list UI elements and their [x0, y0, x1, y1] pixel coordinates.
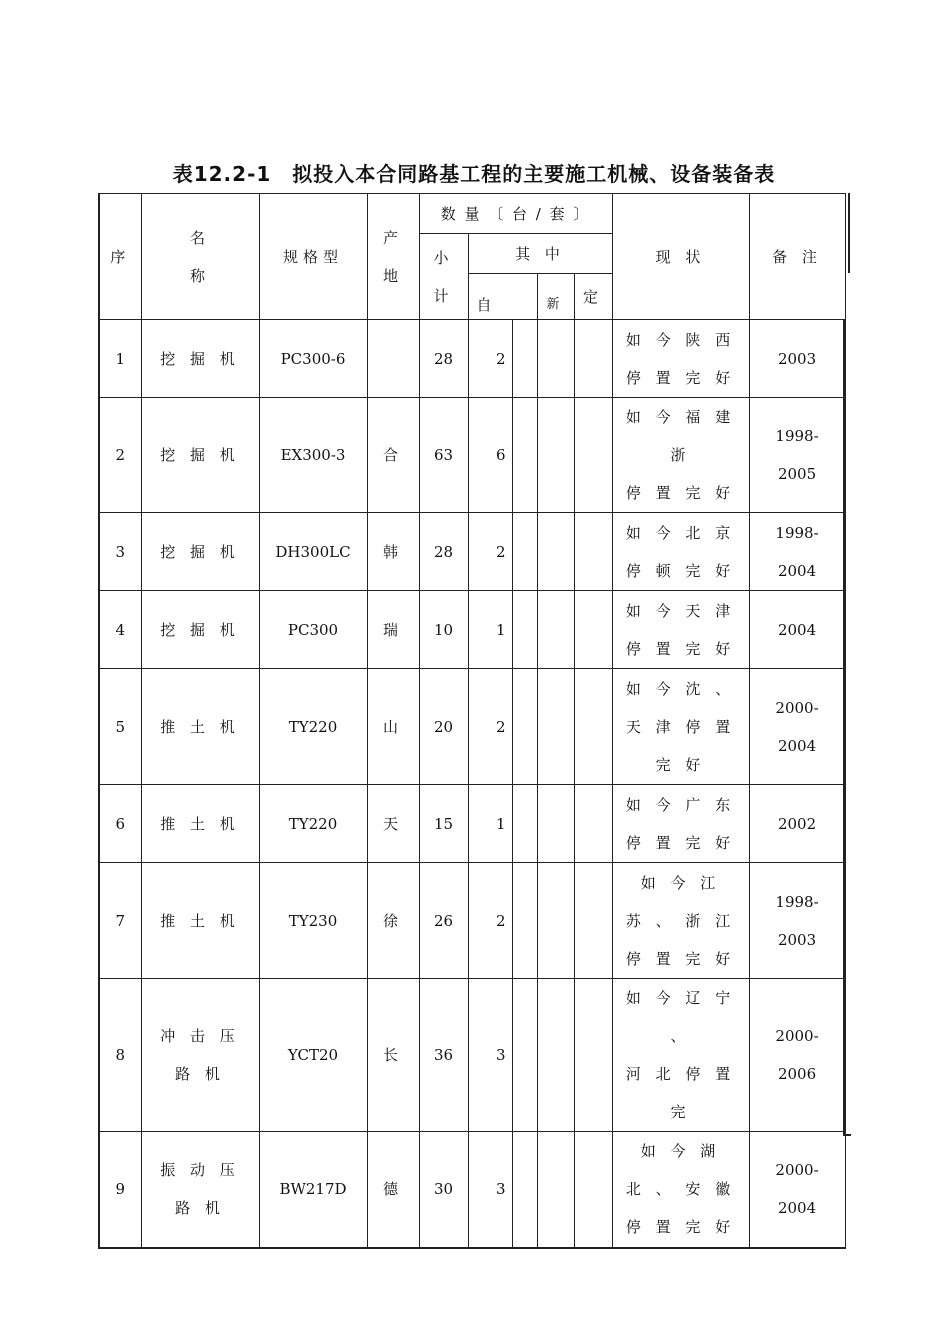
cell-remark-line: 2004: [777, 736, 817, 755]
cell-subtotal-line: 26: [433, 911, 454, 930]
cell-new: [537, 398, 574, 513]
cell-status-line: 如 今 陕 西: [625, 330, 736, 349]
header-name: [141, 194, 259, 320]
cell-remark-line: 1998-: [775, 523, 819, 542]
cell-subtotal: [419, 1132, 468, 1248]
cell-subtotal-line: 36: [433, 1046, 454, 1064]
cell-own: [468, 591, 512, 669]
cell-status: [612, 591, 749, 669]
cell-name-line: 振 动 压: [160, 1161, 240, 1180]
cell-name-line: 推 土 机: [160, 814, 240, 833]
cell-status: [612, 785, 749, 863]
cell-new: [537, 320, 574, 398]
cell-remark-line: 2003: [777, 349, 817, 368]
cell-fixed: [574, 320, 612, 398]
cell-fixed: [574, 398, 612, 513]
header-among: 其 中: [468, 234, 612, 274]
cell-remark-line: 2006: [777, 1065, 817, 1083]
cell-own-line: 3: [495, 1180, 506, 1199]
cell-new: [537, 513, 574, 591]
cell-status-line: 停 置 完 好: [625, 949, 736, 968]
cell-seq: [99, 785, 141, 863]
cell-spec-line: BW217D: [279, 1180, 347, 1199]
cell-seq: [99, 863, 141, 979]
cell-fixed: [574, 669, 612, 785]
cell-remark: [749, 863, 845, 979]
cell-origin-line: 合: [382, 446, 403, 464]
cell-name: [141, 979, 259, 1132]
cell-spec-line: EX300-3: [280, 446, 346, 464]
cell-name-line: 路 机: [175, 1199, 225, 1218]
cell-subtotal: [419, 669, 468, 785]
cell-name-line: 挖 掘 机: [160, 542, 240, 561]
cell-seq: [99, 513, 141, 591]
cell-fixed: [574, 513, 612, 591]
cell-subtotal: [419, 979, 468, 1132]
cell-new: [537, 863, 574, 979]
cell-own-b: [512, 1132, 537, 1248]
cell-seq: [99, 320, 141, 398]
table-right-border: [843, 320, 845, 1135]
cell-status: [612, 513, 749, 591]
cell-spec-line: TY230: [288, 911, 338, 930]
cell-status-line: 北 、 安 徽: [625, 1180, 736, 1199]
cell-status-line: 停 置 完 好: [625, 484, 736, 502]
cell-origin: [367, 669, 419, 785]
cell-status-line: 停 置 完 好: [625, 833, 736, 852]
cell-status-line: 如 今 广 东: [625, 795, 736, 814]
cell-status: [612, 320, 749, 398]
cell-own-line: 2: [495, 542, 506, 561]
cell-remark: [749, 320, 845, 398]
cell-remark-line: 2002: [777, 814, 817, 833]
equipment-table: [98, 193, 846, 1249]
table-row: [99, 320, 845, 398]
cell-remark-line: 2005: [777, 465, 817, 483]
header-quantity: 数 量 〔 台 / 套 〕: [419, 194, 612, 234]
cell-name-line: 挖 掘 机: [160, 446, 240, 464]
cell-status-line: 如 今 江: [640, 873, 721, 892]
header-origin: [367, 194, 419, 320]
cell-seq-line: 1: [115, 349, 126, 368]
cell-origin: [367, 863, 419, 979]
cell-spec: [259, 398, 367, 513]
cell-status: [612, 979, 749, 1132]
cell-subtotal: [419, 398, 468, 513]
cell-own: [468, 863, 512, 979]
cell-subtotal: [419, 591, 468, 669]
cell-subtotal: [419, 863, 468, 979]
cell-seq: [99, 591, 141, 669]
header-remark: 备 注: [749, 194, 845, 320]
cell-fixed: [574, 785, 612, 863]
cell-fixed: [574, 591, 612, 669]
cell-own-b: [512, 513, 537, 591]
table-row: [99, 979, 845, 1132]
cell-subtotal-line: 30: [433, 1180, 454, 1199]
cell-status-line: 如 今 沈 、: [625, 679, 736, 698]
header-own: 自: [468, 274, 537, 320]
cell-own-line: 6: [495, 446, 506, 464]
cell-remark-line: 1998-: [775, 427, 819, 445]
cell-name: [141, 398, 259, 513]
cell-remark-line: 2004: [777, 620, 817, 639]
cell-subtotal-line: 10: [433, 620, 454, 639]
cell-own: [468, 513, 512, 591]
cell-name: [141, 785, 259, 863]
table-row: [99, 863, 845, 979]
cell-seq-line: 4: [115, 620, 126, 639]
cell-own-line: 2: [495, 349, 506, 368]
cell-seq: [99, 979, 141, 1132]
cell-subtotal: [419, 785, 468, 863]
cell-subtotal-line: 63: [433, 446, 454, 464]
cell-new: [537, 669, 574, 785]
cell-own: [468, 785, 512, 863]
cell-fixed: [574, 863, 612, 979]
cell-status-line: 如 今 福 建 浙: [625, 408, 736, 464]
table-row: [99, 398, 845, 513]
cell-spec: [259, 979, 367, 1132]
cell-subtotal: [419, 513, 468, 591]
cell-spec-line: PC300-6: [280, 349, 346, 368]
cell-origin: [367, 591, 419, 669]
cell-spec-line: YCT20: [287, 1046, 339, 1064]
cell-name-line: 挖 掘 机: [160, 620, 240, 639]
cell-remark-line: 1998-: [775, 892, 819, 911]
cell-subtotal-line: 28: [433, 542, 454, 561]
cell-status-line: 河 北 停 置 完: [625, 1065, 736, 1121]
header-new: 新: [537, 274, 574, 320]
header-status: 现 状: [612, 194, 749, 320]
header-seq: 序: [99, 194, 141, 320]
cell-name-line: 推 土 机: [160, 717, 240, 736]
cell-own-line: 1: [495, 814, 506, 833]
cell-status-line: 停 置 完 好: [625, 1218, 736, 1237]
cell-origin-line: 德: [382, 1180, 403, 1199]
cell-name: [141, 863, 259, 979]
cell-own: [468, 669, 512, 785]
cell-status-line: 停 置 完 好: [625, 639, 736, 658]
cell-subtotal-line: 28: [433, 349, 454, 368]
cell-origin-line: 长: [382, 1046, 403, 1064]
cell-remark: [749, 398, 845, 513]
cell-subtotal-line: 20: [433, 717, 454, 736]
cell-own-b: [512, 863, 537, 979]
cell-status: [612, 669, 749, 785]
cell-remark-line: 2000-: [775, 698, 819, 717]
header-fixed: 定: [574, 274, 612, 320]
cell-own: [468, 320, 512, 398]
table-edge-mark: [843, 1134, 851, 1136]
cell-spec: [259, 591, 367, 669]
cell-seq: [99, 669, 141, 785]
cell-status-line: 苏 、 浙 江: [625, 911, 736, 930]
cell-remark-line: 2004: [777, 561, 817, 580]
cell-origin-line: 韩: [382, 542, 403, 561]
cell-own: [468, 398, 512, 513]
cell-seq-line: 9: [115, 1180, 126, 1199]
cell-seq: [99, 1132, 141, 1248]
cell-name-line: 挖 掘 机: [160, 349, 240, 368]
cell-subtotal: [419, 320, 468, 398]
cell-new: [537, 1132, 574, 1248]
cell-spec: [259, 513, 367, 591]
cell-fixed: [574, 1132, 612, 1248]
cell-own-b: [512, 591, 537, 669]
cell-remark: [749, 591, 845, 669]
cell-new: [537, 591, 574, 669]
table-body: [99, 320, 845, 1248]
table-row: [99, 669, 845, 785]
cell-spec: [259, 320, 367, 398]
cell-origin: [367, 1132, 419, 1248]
cell-origin: [367, 398, 419, 513]
header-origin-line2: 地: [382, 266, 403, 285]
cell-name: [141, 669, 259, 785]
cell-status-line: 完 好: [655, 755, 706, 774]
header-origin-line1: 产: [382, 228, 403, 247]
cell-status-line: 如 今 湖: [640, 1142, 721, 1161]
cell-own: [468, 979, 512, 1132]
cell-status: [612, 1132, 749, 1248]
cell-own-b: [512, 979, 537, 1132]
cell-spec: [259, 1132, 367, 1248]
cell-origin-line: 徐: [382, 911, 403, 930]
cell-status: [612, 398, 749, 513]
cell-name-line: 冲 击 压: [160, 1027, 240, 1045]
cell-name: [141, 320, 259, 398]
table-edge-mark: [848, 193, 850, 273]
table-row: [99, 513, 845, 591]
cell-own-line: 2: [495, 911, 506, 930]
cell-status-line: 如 今 天 津: [625, 601, 736, 620]
cell-spec-line: PC300: [287, 620, 339, 639]
cell-name-line: 推 土 机: [160, 911, 240, 930]
table-header: [99, 194, 845, 320]
cell-origin-line: 山: [382, 717, 403, 736]
table-title: 表12.2-1 拟投入本合同路基工程的主要施工机械、设备装备表: [172, 162, 776, 186]
cell-name: [141, 1132, 259, 1248]
cell-own: [468, 1132, 512, 1248]
cell-remark: [749, 979, 845, 1132]
cell-spec: [259, 785, 367, 863]
cell-remark-line: 2003: [777, 930, 817, 949]
cell-spec-line: TY220: [288, 814, 338, 833]
cell-status-line: 如 今 北 京: [625, 523, 736, 542]
header-subtotal-line2: 计: [433, 286, 454, 305]
cell-origin: [367, 513, 419, 591]
cell-status-line: 停 置 完 好: [625, 368, 736, 387]
cell-spec: [259, 863, 367, 979]
cell-own-b: [512, 669, 537, 785]
cell-remark-line: 2004: [777, 1199, 817, 1218]
cell-own-line: 1: [495, 620, 506, 639]
cell-remark: [749, 513, 845, 591]
table-row: [99, 1132, 845, 1248]
cell-spec: [259, 669, 367, 785]
cell-own-b: [512, 785, 537, 863]
cell-fixed: [574, 979, 612, 1132]
cell-own-b: [512, 320, 537, 398]
cell-seq-line: 8: [115, 1046, 126, 1064]
cell-own-line: 3: [495, 1046, 506, 1064]
header-name-line2: 称: [189, 266, 210, 285]
cell-seq-line: 7: [115, 911, 126, 930]
cell-spec-line: TY220: [288, 717, 338, 736]
header-subtotal-line1: 小: [433, 248, 454, 267]
cell-seq-line: 2: [115, 446, 126, 464]
cell-remark: [749, 1132, 845, 1248]
cell-new: [537, 785, 574, 863]
cell-origin: [367, 320, 419, 398]
cell-seq: [99, 398, 141, 513]
cell-remark: [749, 785, 845, 863]
table-row: [99, 785, 845, 863]
cell-spec-line: DH300LC: [275, 542, 351, 561]
cell-new: [537, 979, 574, 1132]
cell-origin-line: 瑞: [382, 620, 403, 639]
cell-subtotal-line: 15: [433, 814, 454, 833]
cell-seq-line: 3: [115, 542, 126, 561]
header-name-line1: 名: [189, 228, 210, 247]
table-row: [99, 591, 845, 669]
cell-origin-line: 天: [382, 814, 403, 833]
cell-remark-line: 2000-: [775, 1161, 819, 1180]
cell-seq-line: 5: [115, 717, 126, 736]
cell-origin: [367, 785, 419, 863]
cell-seq-line: 6: [115, 814, 126, 833]
cell-origin: [367, 979, 419, 1132]
header-spec: 规格型: [259, 194, 367, 320]
cell-status-line: 停 顿 完 好: [625, 561, 736, 580]
cell-own-b: [512, 398, 537, 513]
cell-status-line: 天 津 停 置: [625, 717, 736, 736]
cell-status-line: 如 今 辽 宁 、: [625, 989, 736, 1045]
cell-name: [141, 591, 259, 669]
cell-name: [141, 513, 259, 591]
cell-name-line: 路 机: [175, 1065, 225, 1083]
cell-remark-line: 2000-: [775, 1027, 819, 1045]
cell-status: [612, 863, 749, 979]
header-subtotal: [419, 234, 468, 320]
cell-remark: [749, 669, 845, 785]
cell-own-line: 2: [495, 717, 506, 736]
